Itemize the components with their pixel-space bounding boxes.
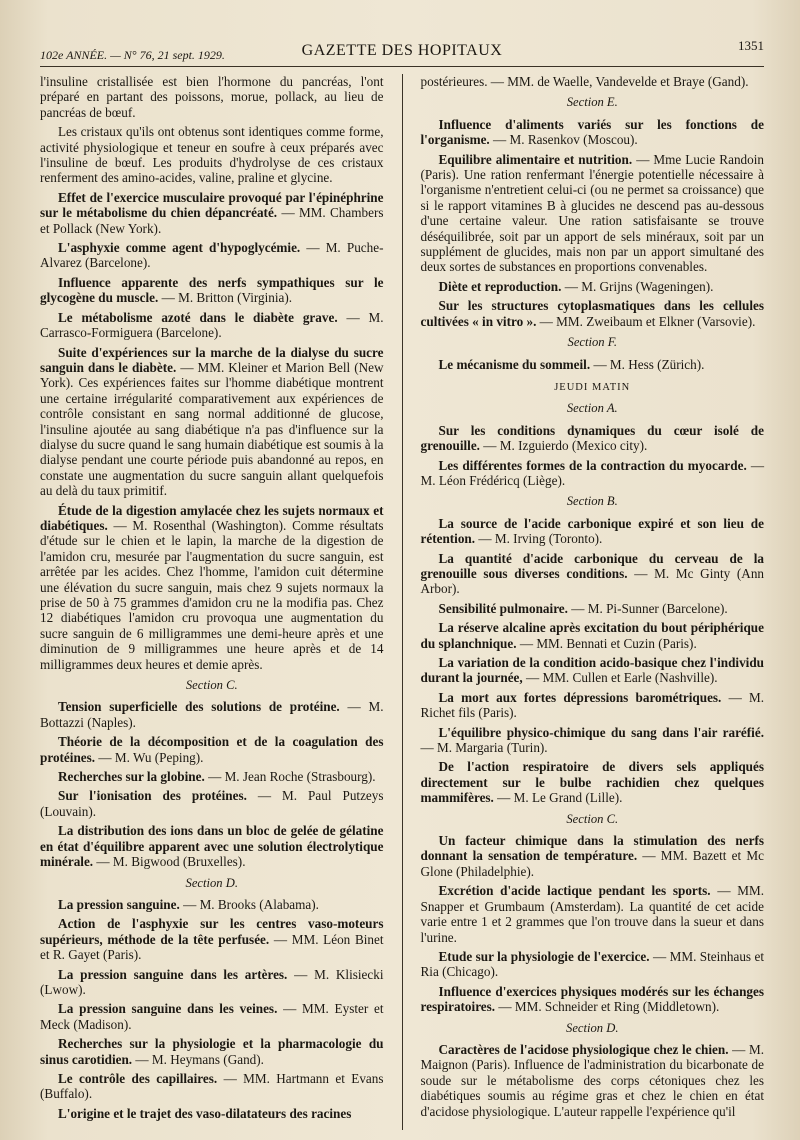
abstract-entry (40, 345, 384, 499)
entry-title: La source de l'acide carbonique expiré et son lieu de rétention. (420, 515, 764, 547)
entry-text: La quantité de cet acide varie entre 1 et 2 grammes que l'on trouve dans la sueur et dans l'urine. (420, 898, 765, 945)
abstract-entry (40, 1071, 384, 1102)
entry-authors: — M. Rosenthal (Washington). (113, 517, 287, 533)
entry-authors: — MM. Hartmann et Evans (Buffalo). (40, 1070, 384, 1102)
right-column (421, 74, 765, 1130)
entry-title: Tension superficielle des solutions de protéine. (58, 699, 340, 715)
section-heading: Section D. (566, 1020, 619, 1035)
entry-title: L'équilibre physico-chimique du sang dans l'air raréfié. (438, 724, 764, 740)
entry-title: Effet de l'exercice musculaire provoqué par l'épinéphrine sur le métabolisme du chien dépancréaté. (40, 189, 384, 221)
entry-authors: — M. Puche-Alvarez (Barcelone). (40, 240, 384, 271)
abstract-entry (40, 916, 384, 962)
entry-authors: — M. Hess (Zürich). (593, 356, 705, 372)
entry-title: La pression sanguine. (58, 896, 180, 912)
entry-title: L'asphyxie comme agent d'hypoglycémie. (58, 240, 301, 256)
entry-authors: — M. Rasenkov (Moscou). (493, 132, 638, 148)
entry-title: Les différentes formes de la contraction du myocarde. (438, 457, 747, 473)
entry-title: La quantité d'acide carbonique du cerveau de la grenouille sous diverses conditions. (420, 550, 764, 581)
entry-title: Action de l'asphyxie sur les centres vaso-moteurs supérieurs, méthode de la tête perfusée. (40, 916, 384, 947)
entry-title: Un facteur chimique dans la stimulation des nerfs donnant la sensation de température. (420, 833, 764, 864)
entry-authors: — M. Bottazzi (Naples). (40, 699, 384, 730)
journal-title: GAZETTE DES HOPITAUX (301, 42, 503, 59)
abstract-entry (421, 298, 765, 329)
page-number: 1351 (738, 38, 764, 53)
entry-title: Sensibilité pulmonaire. (438, 600, 568, 616)
abstract-entry (40, 1106, 384, 1121)
entry-title: Le métabolisme azoté dans le diabète grave. (58, 309, 338, 325)
entry-title: La mort aux fortes dépressions barométriques. (438, 689, 722, 705)
entry-title: La pression sanguine dans les veines. (58, 1001, 278, 1017)
entry-authors: — MM. Chambers et Pollack (New York). (40, 205, 384, 236)
entry-text: Influence de l'administration du bicarbonate de soude sur le métabolisme des corps cétoniques chez les diabétiques soumis au régime gras et chez le chien en état d'acidose physiologique. L'auteur rappelle l'expérience qu'il (420, 1057, 764, 1119)
entry-authors: — M. Irving (Toronto). (478, 531, 603, 547)
abstract-entry (421, 357, 765, 372)
entry-title: Recherches sur la globine. (58, 769, 205, 785)
entry-title: Sur les structures cytoplasmatiques dans les cellules cultivées « in vitro ». (420, 298, 764, 329)
entry-title: Étude de la digestion amylacée chez les sujets normaux et diabétiques. (40, 502, 384, 533)
abstract-entry (421, 1042, 765, 1119)
entry-authors: — MM. Zweibaum et Elkner (Varsovie). (539, 313, 756, 329)
entry-text: Ces expériences faites sur l'homme diabétique montrent une certaine irrégularité comparativement aux expériences de contrôle consistant en sang normal additionné de glucose, l'insuline ajoutée au sang diabétique n'a pas d'influence sur la dialyse du sucre quand le sang humain diabétique est soumis à la dialyse pendant une courte période puis abandonné au repos, en constate une augmentation du sucre sanguin allant quelquefois au delà du taux primitif. (40, 375, 384, 499)
running-head (40, 38, 764, 67)
entry-authors: — M. Pi-Sunner (Barcelone). (571, 600, 728, 616)
entry-authors: — MM. Schneider et Ring (Middletown). (498, 999, 720, 1015)
section-heading: Section F. (567, 335, 617, 350)
entry-title: La variation de la condition acido-basique chez l'individu durant la journée, (420, 655, 764, 686)
entry-authors: — M. Le Grand (Lille). (497, 790, 623, 806)
entry-title: Théorie de la décomposition et de la coagulation des protéines. (40, 734, 384, 765)
entry-authors: — MM. Bennati et Cuzin (Paris). (519, 635, 697, 651)
entry-authors: — M. Bigwood (Bruxelles). (96, 854, 246, 870)
entry-title: Sur l'ionisation des protéines. (58, 788, 247, 804)
section-heading: Section A. (566, 401, 618, 416)
abstract-entry (421, 620, 765, 651)
abstract-entry (421, 759, 765, 805)
left-column (40, 74, 384, 1130)
abstract-entry (421, 949, 765, 980)
entry-continuation: postérieures. — MM. de Waelle, Vandevelde et Braye (Gand). (420, 74, 749, 89)
section-heading: Section D. (185, 875, 238, 890)
entry-title: Equilibre alimentaire et nutrition. (438, 151, 633, 167)
text-columns (40, 74, 764, 1130)
entry-title: Diète et reproduction. (438, 278, 562, 294)
abstract-entry (40, 1036, 384, 1067)
entry-authors: — Mme Lucie Randoin (Paris). (420, 151, 764, 183)
abstract-entry (40, 275, 384, 306)
abstract-entry (40, 897, 384, 912)
abstract-entry (421, 655, 765, 686)
entry-authors: — M. Izguierdo (Mexico city). (483, 438, 648, 454)
paragraph: l'insuline cristallisée est bien l'hormone du pancréas, l'ont préparé en partant des poissons, morue, pollack, au lieu de pancréas de bœuf. (40, 74, 384, 120)
abstract-entry (421, 117, 765, 148)
abstract-entry (421, 152, 765, 275)
entry-authors: — M. Richet fils (Paris). (420, 689, 765, 721)
entry-authors: — MM. Steinhaus et Ria (Chicago). (420, 948, 764, 980)
entry-authors: — M. Wu (Peping). (98, 749, 204, 765)
abstract-entry (40, 967, 384, 998)
entry-title: Caractères de l'acidose physiologique chez le chien. (438, 1041, 729, 1057)
abstract-entry (40, 769, 384, 784)
abstract-entry (40, 1001, 384, 1032)
entry-title: Excrétion d'acide lactique pendant les sports. (438, 883, 711, 899)
abstract-entry (40, 734, 384, 765)
abstract-entry (421, 833, 765, 879)
entry-authors: — M. Mc Ginty (Ann Arbor). (420, 565, 765, 597)
abstract-entry (40, 699, 384, 730)
section-heading: Section C. (566, 811, 619, 826)
entry-authors: — M. Klisiecki (Lwow). (40, 966, 384, 997)
entry-title: Suite d'expériences sur la marche de la dialyse du sucre sanguin dans le diabète. (40, 344, 384, 375)
issue-info: 102e ANNÉE. — N° 76, 21 sept. 1929. (40, 48, 225, 62)
entry-title: Influence d'exercices physiques modérés sur les échanges respiratoires. (420, 983, 764, 1015)
entry-title: Etude sur la physiologie de l'exercice. (438, 948, 650, 964)
entry-authors: — M. Grijns (Wageningen). (564, 278, 714, 294)
section-heading: Section C. (185, 678, 238, 693)
entry-authors: — MM. Eyster et Meck (Madison). (40, 1001, 384, 1032)
entry-authors: — M. Brooks (Alabama). (183, 896, 319, 912)
entry-title: Influence apparente des nerfs sympathiques sur le glycogène du muscle. (40, 274, 384, 306)
entry-title: La pression sanguine dans les artères. (58, 966, 288, 982)
abstract-entry (40, 310, 384, 341)
abstract-entry (421, 423, 765, 454)
entry-authors: — MM. Kleiner et Marion Bell (New York). (40, 359, 384, 391)
entry-title: Recherches sur la physiologie et la pharmacologie du sinus carotidien. (40, 1036, 384, 1067)
section-heading: Section E. (566, 95, 618, 110)
entry-title: La distribution des ions dans un bloc de gelée de gélatine en état d'équilibre apparent avec une solution électrolytique minérale. (40, 823, 384, 870)
entry-authors: — MM. Léon Binet et R. Gayet (Paris). (40, 931, 384, 963)
entry-authors: — MM. Snapper et Grumbaum (Amsterdam). (420, 883, 765, 914)
abstract-entry (421, 690, 765, 721)
session-heading: JEUDI MATIN (554, 381, 631, 393)
section-heading: Section B. (566, 494, 618, 509)
entry-title: L'origine et le trajet des vaso-dilatateurs des racines (58, 1105, 352, 1121)
entry-authors: — M. Heymans (Gand). (135, 1051, 264, 1067)
abstract-entry (421, 551, 765, 597)
entry-text: Comme résultats d'étude sur le chien et le lapin, la marche de la digestion de l'amidon cru, mesurée par l'augmentation du sucre sanguin, est arrêtée par les acides. Chez l'homme, l'amidon cuit détermine une élévation du sucre sanguin, mais chez 9 sujets normaux la prise de 50 à 75 grammes d'amidon cru ne la modifia pas. Chez 12 diabétiques l'amidon cru provoqua une augmentation du sucre sanguin de 6 milligrammes une demi-heure après et une diminution de 9 milligrammes une heure après et de 14 milligrammes deux heures et demie après. (40, 517, 384, 672)
abstract-entry (421, 458, 765, 489)
entry-authors: — M. Carrasco-Formiguera (Barcelone). (40, 309, 384, 341)
entry-authors: — MM. Bazett et Mc Glone (Philadelphie). (420, 848, 765, 879)
paragraph: Les cristaux qu'ils ont obtenus sont identiques comme forme, activité physiologique et teneur en soufre à ceux préparés avec l'insuline de bœuf. Les produits d'hydrolyse de ces cristaux renferment des amino-acides, valine, praline et glycine. (40, 124, 384, 186)
entry-title: Sur les conditions dynamiques du cœur isolé de grenouille. (420, 422, 764, 454)
abstract-entry (421, 725, 765, 756)
abstract-entry (421, 984, 765, 1015)
abstract-entry (421, 279, 765, 294)
entry-authors: — MM. Cullen et Earle (Nashville). (526, 670, 718, 686)
entry-title: Le mécanisme du sommeil. (438, 356, 591, 372)
entry-authors: — M. Paul Putzeys (Louvain). (40, 788, 384, 819)
entry-authors: — M. Maignon (Paris). (420, 1041, 764, 1073)
column-rule (402, 74, 403, 1130)
entry-authors: — M. Margaria (Turin). (420, 740, 548, 756)
entry-authors: — M. Léon Frédéricq (Liège). (420, 457, 764, 488)
entry-authors: — M. Jean Roche (Strasbourg). (208, 769, 376, 785)
entry-title: La réserve alcaline après excitation du bout périphérique du splanchnique. (420, 620, 764, 651)
abstract-entry (40, 240, 384, 271)
entry-title: Le contrôle des capillaires. (58, 1070, 218, 1086)
abstract-entry (421, 883, 765, 945)
abstract-entry (40, 190, 384, 236)
entry-title: De l'action respiratoire de divers sels appliqués directement sur le bulbe rachidien chez quelques mammifères. (420, 759, 764, 806)
abstract-entry (40, 823, 384, 869)
entry-title: Influence d'aliments variés sur les fonctions de l'organisme. (420, 116, 764, 148)
abstract-entry (40, 788, 384, 819)
entry-authors: — M. Britton (Virginia). (161, 290, 293, 306)
entry-text: Une ration renfermant l'énergie potentielle nécessaire à l'organisme n'entretient celui-ci (ou ne permet sa croissance) que si le rapport vitamines B à glucides ne descend pas au-dessous d'une certaine valeur. Une ration satisfaisante se trouve déséquilibrée, soit par un apport de sels minéraux, soit par un supplément de glucides, mais non par un apport simultané des deux sortes de substances en proportions convenables. (420, 167, 765, 275)
abstract-entry (421, 601, 765, 616)
abstract-entry (421, 516, 765, 547)
abstract-entry (40, 503, 384, 672)
